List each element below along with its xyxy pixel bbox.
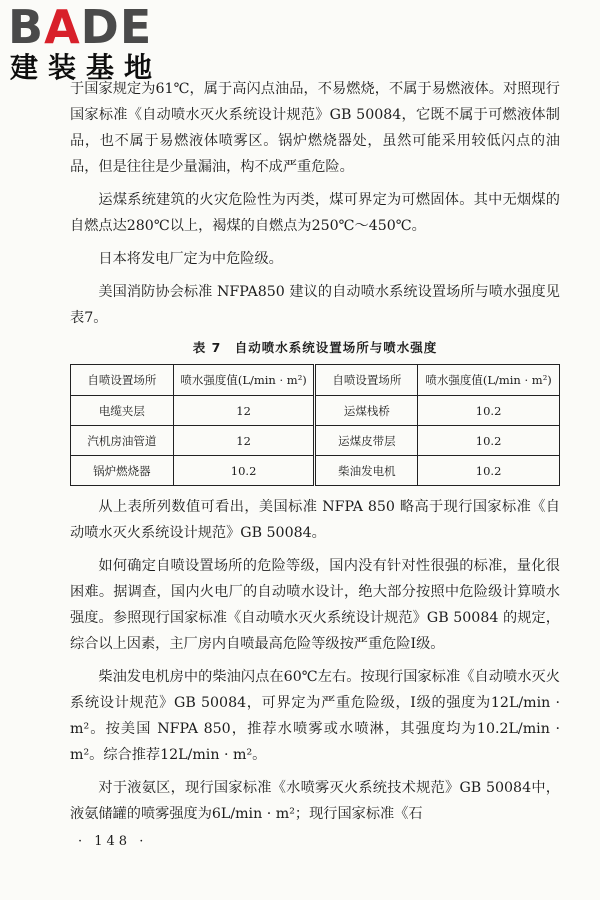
logo-chinese-name: 建装基地 [10, 51, 163, 84]
paragraph-6: 如何确定自喷设置场所的危险等级，国内没有针对性很强的标准，量化很困难。据调查，国内火电厂的自动喷水设计，绝大部分按照中危险级计算喷水强度。参照现行国家标准《自动喷水灭火系统设计规范》GB 50084 的规定，综合以上因素，主厂房内自喷最高危险等级按严重危险Ⅰ级。 [70, 558, 560, 652]
table-cell: 汽机房油管道 [71, 426, 174, 456]
table-cell: 12 [173, 426, 315, 456]
paragraph-2: 运煤系统建筑的火灾危险性为丙类，煤可界定为可燃固体。其中无烟煤的自燃点达280℃以上，褐煤的自燃点为250℃～450℃。 [70, 192, 560, 234]
paragraph-1: 于国家规定为61℃，属于高闪点油品，不易燃烧，不属于易燃液体。对照现行国家标准《自动喷水灭火系统设计规范》GB 50084，它既不属于可燃液体制品，也不属于易燃液体喷雾区。锅炉燃烧器处，虽然可能采用较低闪点的油品，但是往往是少量漏油，构不成严重危险。 [70, 81, 560, 175]
page-content [70, 76, 560, 834]
table-cell: 运煤皮带层 [315, 426, 418, 456]
paragraph-7: 柴油发电机房中的柴油闪点在60℃左右。按现行国家标准《自动喷水灭火系统设计规范》GB 50084，可界定为严重危险级，Ⅰ级的强度为12L/min · m²。按美国 NFPA 850，推荐水喷雾或水喷淋，其强度均为10.2L/min · m²。综合推荐12L/min · m²。 [70, 669, 560, 763]
sprinkler-table [70, 364, 560, 486]
table-cell: 10.2 [418, 396, 560, 426]
table-header-row [71, 365, 560, 396]
logo-wordmark [8, 0, 153, 54]
table-header-cell: 喷水强度值(L/min · m²) [173, 365, 315, 396]
table-cell: 10.2 [418, 456, 560, 486]
paragraph-3: 日本将发电厂定为中危险级。 [98, 251, 283, 267]
table-cell: 柴油发电机 [315, 456, 418, 486]
table-cell: 12 [173, 396, 315, 426]
table-cell: 10.2 [173, 456, 315, 486]
table-cell: 锅炉燃烧器 [71, 456, 174, 486]
paragraph-4: 美国消防协会标准 NFPA850 建议的自动喷水系统设置场所与喷水强度见表7。 [70, 284, 560, 326]
table-row [71, 396, 560, 426]
table-header-cell: 自喷设置场所 [71, 365, 174, 396]
table-cell: 10.2 [418, 426, 560, 456]
table-caption: 表 7 自动喷水系统设置场所与喷水强度 [192, 340, 438, 355]
paragraph-8: 对于液氨区，现行国家标准《水喷雾灭火系统技术规范》GB 50084中，液氨储罐的喷雾强度为6L/min · m²；现行国家标准《石 [70, 780, 560, 822]
table-header-cell: 喷水强度值(L/min · m²) [418, 365, 560, 396]
table-cell: 运煤栈桥 [315, 396, 418, 426]
paragraph-5: 从上表所列数值可看出，美国标准 NFPA 850 略高于现行国家标准《自动喷水灭火系统设计规范》GB 50084。 [70, 499, 560, 541]
table-row [71, 456, 560, 486]
page-number: · 148 · [78, 834, 148, 849]
logo-letter-a-accent: A [44, 0, 81, 54]
table-row [71, 426, 560, 456]
table-cell: 电缆夹层 [71, 396, 174, 426]
logo-letter-b: B [8, 0, 45, 54]
table-header-cell: 自喷设置场所 [315, 365, 418, 396]
logo-letters-de: DE [80, 0, 153, 54]
